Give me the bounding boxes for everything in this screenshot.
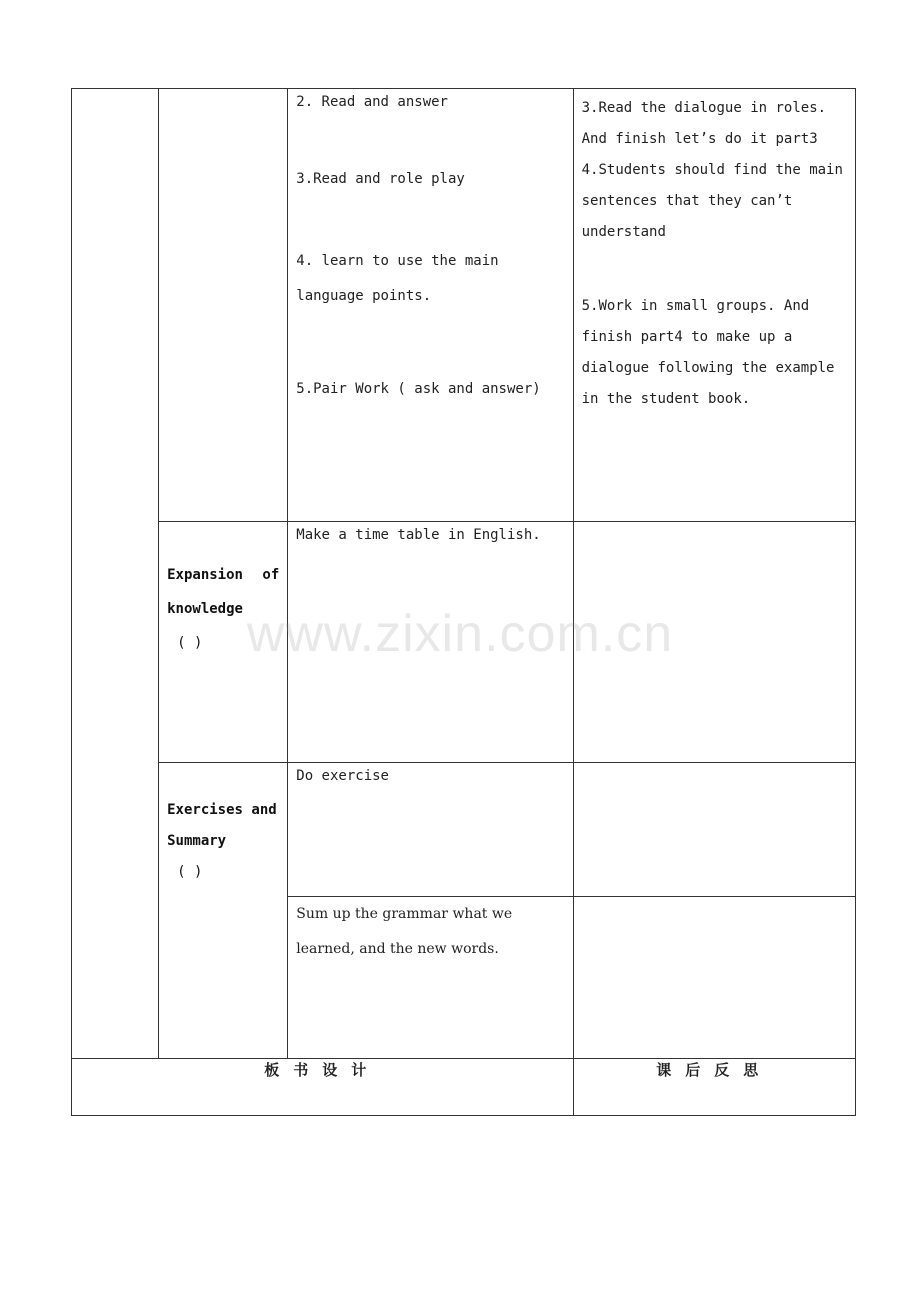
student-note-sentences: 4.Students should find the main sentences that they can’t understand — [581, 162, 843, 240]
lesson-plan-table — [71, 88, 856, 1116]
table-row-exercises — [72, 763, 856, 897]
activity-cell-expansion — [288, 522, 573, 763]
reflection-heading: 课后反思 — [573, 1059, 855, 1116]
stage-knowledge-word: knowledge — [167, 601, 243, 617]
student-note-groups: 5.Work in small groups. And finish part4 to make up a dialogue following the example in the student book. — [581, 298, 835, 407]
activity-language-points: 4. learn to use the main language points. — [296, 253, 499, 304]
activity-cell-practice — [288, 89, 573, 522]
table-row-footer — [72, 1059, 856, 1116]
stage-exercises-line: Exercises and — [167, 802, 277, 818]
blank-first-column — [72, 89, 159, 1059]
activity-cell-exercise — [288, 763, 573, 897]
stage-expansion-word: Expansion — [167, 567, 243, 583]
activity-sum-up: Sum up the grammar what we learned, and the new words. — [296, 906, 513, 957]
student-note-roles: 3.Read the dialogue in roles. And finish let’s do it part3 — [581, 100, 827, 147]
student-note-exercise — [574, 763, 855, 767]
table-row-expansion — [72, 522, 856, 763]
board-design-heading: 板书设计 — [72, 1059, 574, 1116]
activity-do-exercise: Do exercise — [296, 768, 389, 784]
watermark-text: www.zixin.com.cn — [246, 605, 674, 663]
activity-cell-summary — [288, 897, 573, 1059]
student-cell-exercise — [573, 763, 855, 897]
student-cell-expansion — [573, 522, 855, 763]
student-note-summary — [574, 897, 855, 901]
activity-time-table: Make a time table in English. — [296, 527, 541, 543]
activity-read-answer: 2. Read and answer — [296, 94, 448, 110]
table-row-practice — [72, 89, 856, 522]
stage-cell-practice — [159, 89, 288, 522]
activity-pair-work: 5.Pair Work ( ask and answer) — [296, 381, 541, 397]
stage-cell-exercises — [159, 763, 288, 1059]
stage-of-word: of — [262, 567, 280, 583]
stage-cell-expansion — [159, 522, 288, 763]
stage-expansion-bracket: ( ) — [177, 635, 203, 651]
activity-role-play: 3.Read and role play — [296, 171, 465, 187]
stage-summary-line: Summary — [167, 833, 227, 849]
stage-exercises-bracket: ( ) — [177, 864, 203, 880]
student-note-expansion — [574, 522, 855, 526]
student-cell-summary — [573, 897, 855, 1059]
student-cell-practice — [573, 89, 855, 522]
